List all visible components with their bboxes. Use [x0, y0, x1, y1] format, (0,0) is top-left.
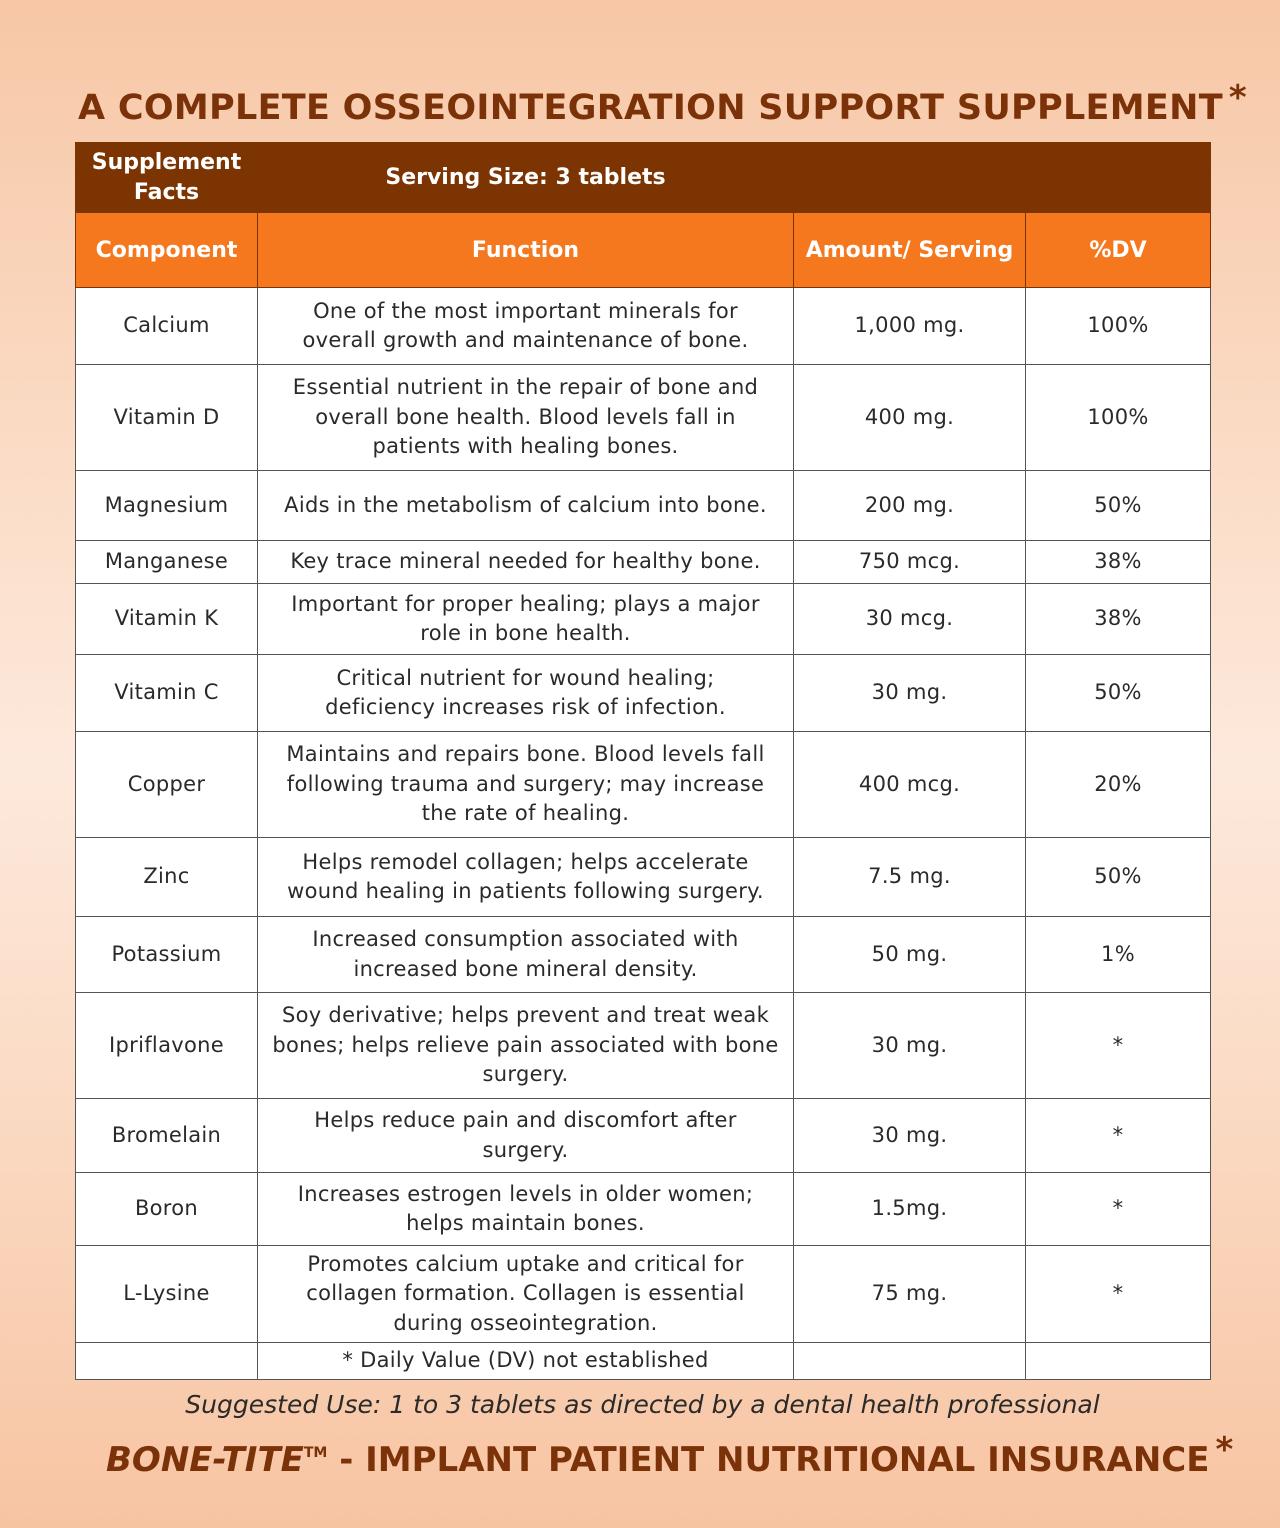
- function-cell: Aids in the metabolism of calcium into bone.: [258, 471, 794, 541]
- dv-cell: *: [1026, 993, 1211, 1099]
- trademark-mark: TM: [303, 1445, 328, 1461]
- component-cell: Vitamin K: [76, 584, 258, 655]
- amount-cell: 400 mg.: [794, 365, 1026, 471]
- amount-cell: 1,000 mg.: [794, 288, 1026, 365]
- amount-cell: 750 mcg.: [794, 541, 1026, 584]
- footnote-component-cell: [76, 1343, 258, 1380]
- component-cell: Magnesium: [76, 471, 258, 541]
- amount-cell: 400 mcg.: [794, 732, 1026, 838]
- component-cell: Vitamin C: [76, 655, 258, 732]
- table-row: [76, 1099, 1211, 1173]
- function-cell: Soy derivative; helps prevent and treat weak bones; helps relieve pain associated with bone surgery.: [258, 993, 794, 1099]
- table-row: [76, 1246, 1211, 1343]
- footer-tagline-text: IMPLANT PATIENT NUTRITIONAL INSURANCE: [365, 1440, 1210, 1480]
- dv-cell: *: [1026, 1173, 1211, 1246]
- table-row: [76, 541, 1211, 584]
- dv-cell: 1%: [1026, 917, 1211, 993]
- dv-cell: *: [1026, 1246, 1211, 1343]
- function-cell: Helps remodel collagen; helps accelerate wound healing in patients following surgery.: [258, 838, 794, 917]
- title-asterisk: *: [1228, 78, 1247, 118]
- component-cell: Calcium: [76, 288, 258, 365]
- function-cell: Helps reduce pain and discomfort after surgery.: [258, 1099, 794, 1173]
- table-row: [76, 732, 1211, 838]
- function-cell: Essential nutrient in the repair of bone and overall bone health. Blood levels fall in patients with healing bones.: [258, 365, 794, 471]
- table-row: [76, 365, 1211, 471]
- footnote-amount-cell: [794, 1343, 1026, 1380]
- dv-cell: *: [1026, 1099, 1211, 1173]
- table-row: [76, 838, 1211, 917]
- component-cell: Bromelain: [76, 1099, 258, 1173]
- table-header-row-1: [76, 143, 1211, 213]
- amount-cell: 30 mcg.: [794, 584, 1026, 655]
- dv-cell: 50%: [1026, 655, 1211, 732]
- footnote-row: [76, 1343, 1211, 1380]
- table-row: [76, 288, 1211, 365]
- component-cell: Ipriflavone: [76, 993, 258, 1099]
- amount-cell: 30 mg.: [794, 993, 1026, 1099]
- suggested-use: Suggested Use: 1 to 3 tablets as directed by a dental health professional: [185, 1390, 1100, 1419]
- table-row: [76, 993, 1211, 1099]
- component-cell: Copper: [76, 732, 258, 838]
- footer-tagline: [106, 1430, 1256, 1480]
- function-cell: Increases estrogen levels in older women; helps maintain bones.: [258, 1173, 794, 1246]
- dv-cell: 50%: [1026, 471, 1211, 541]
- header1-col4: [1026, 143, 1211, 213]
- component-cell: Manganese: [76, 541, 258, 584]
- table-row: [76, 584, 1211, 655]
- page-title: [78, 78, 1247, 128]
- footnote-cell: * Daily Value (DV) not established: [258, 1343, 794, 1380]
- table-row: [76, 917, 1211, 993]
- header1-col3: [794, 143, 1026, 213]
- function-cell: Key trace mineral needed for healthy bone.: [258, 541, 794, 584]
- amount-cell: 75 mg.: [794, 1246, 1026, 1343]
- table-row: [76, 1173, 1211, 1246]
- amount-cell: 7.5 mg.: [794, 838, 1026, 917]
- amount-cell: 30 mg.: [794, 1099, 1026, 1173]
- footer-asterisk: *: [1215, 1430, 1234, 1470]
- amount-cell: 1.5mg.: [794, 1173, 1026, 1246]
- serving-size-header: Serving Size: 3 tablets: [258, 143, 794, 213]
- dv-cell: 38%: [1026, 541, 1211, 584]
- amount-cell: 50 mg.: [794, 917, 1026, 993]
- table-header-row-2: [76, 213, 1211, 288]
- component-cell: Vitamin D: [76, 365, 258, 471]
- component-cell: L-Lysine: [76, 1246, 258, 1343]
- function-cell: Promotes calcium uptake and critical for collagen formation. Collagen is essential during osseointegration.: [258, 1246, 794, 1343]
- amount-cell: 200 mg.: [794, 471, 1026, 541]
- dv-cell: 38%: [1026, 584, 1211, 655]
- table-row: [76, 655, 1211, 732]
- footer-dash: -: [327, 1440, 366, 1480]
- dv-column-header: %DV: [1026, 213, 1211, 288]
- supplement-facts-header: Supplement Facts: [76, 143, 258, 213]
- function-cell: Maintains and repairs bone. Blood levels fall following trauma and surgery; may increase the rate of healing.: [258, 732, 794, 838]
- function-cell: Increased consumption associated with increased bone mineral density.: [258, 917, 794, 993]
- dv-cell: 20%: [1026, 732, 1211, 838]
- component-column-header: Component: [76, 213, 258, 288]
- function-cell: Critical nutrient for wound healing; deficiency increases risk of infection.: [258, 655, 794, 732]
- dv-cell: 100%: [1026, 365, 1211, 471]
- function-cell: One of the most important minerals for overall growth and maintenance of bone.: [258, 288, 794, 365]
- component-cell: Potassium: [76, 917, 258, 993]
- dv-cell: 50%: [1026, 838, 1211, 917]
- component-cell: Zinc: [76, 838, 258, 917]
- function-cell: Important for proper healing; plays a major role in bone health.: [258, 584, 794, 655]
- page-title-text: A COMPLETE OSSEOINTEGRATION SUPPORT SUPPLEMENT: [78, 88, 1223, 128]
- brand-name: BONE-TITE: [106, 1440, 304, 1480]
- component-cell: Boron: [76, 1173, 258, 1246]
- amount-column-header: Amount/ Serving: [794, 213, 1026, 288]
- table-row: [76, 471, 1211, 541]
- footnote-dv-cell: [1026, 1343, 1211, 1380]
- amount-cell: 30 mg.: [794, 655, 1026, 732]
- dv-cell: 100%: [1026, 288, 1211, 365]
- supplement-facts-table: [75, 142, 1211, 1380]
- function-column-header: Function: [258, 213, 794, 288]
